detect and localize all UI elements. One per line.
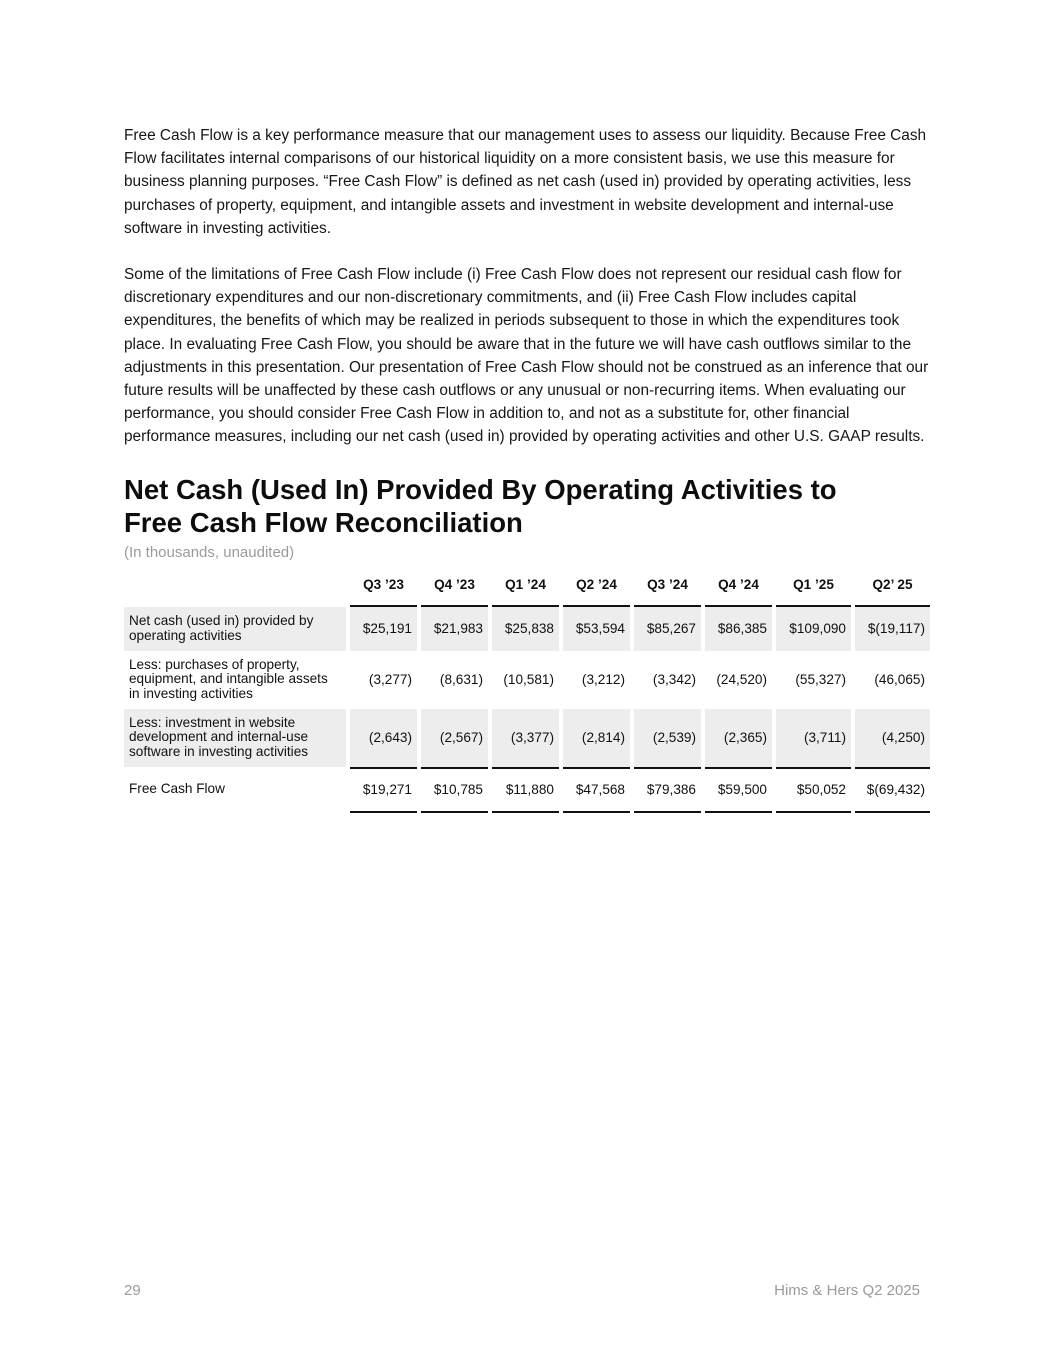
table-cell: $11,880	[492, 767, 559, 813]
section-title	[124, 473, 932, 539]
column-header: Q2’ 25	[855, 565, 930, 607]
reconciliation-table	[120, 565, 934, 813]
table-cell: $53,594	[563, 607, 630, 651]
row-label: Net cash (used in) provided by operating activities	[124, 607, 346, 651]
table-cell: $109,090	[776, 607, 851, 651]
table-cell: (55,327)	[795, 672, 846, 688]
table-cell: $50,052	[776, 767, 851, 813]
column-header: Q2 ’24	[563, 565, 630, 607]
table-cell: (8,631)	[439, 672, 483, 688]
table-cell: $10,785	[421, 767, 488, 813]
table-cell: $47,568	[563, 767, 630, 813]
table-cell: $25,838	[492, 607, 559, 651]
section-title-line-1: Net Cash (Used In) Provided By Operating Activities to	[124, 473, 837, 505]
table-row	[124, 651, 930, 709]
table-cell: (3,277)	[368, 672, 412, 688]
column-header: Q1 ’25	[776, 565, 851, 607]
table-cell: (3,342)	[652, 672, 696, 688]
table-cell: (24,520)	[716, 672, 767, 688]
table-cell: (3,711)	[776, 709, 851, 767]
table-cell: $86,385	[705, 607, 772, 651]
intro-paragraph-2: Some of the limitations of Free Cash Flow include (i) Free Cash Flow does not represent our residual cash flow for discretionary expenditures and our non-discretionary commitments, and (ii) Free Cash Flow includes capital expenditures, the benefits of which may be realized in periods subsequent to those in which the expenditures took place. In evaluating Free Cash Flow, you should be aware that in the future we will have cash outflows similar to the adjustments in this presentation. Our presentation of Free Cash Flow should not be construed as an inference that our future results will be unaffected by these cash outflows or any unusual or non-recurring items. When evaluating our performance, you should consider Free Cash Flow in addition to, and not as a substitute for, other financial performance measures, including our net cash (used in) provided by operating activities and other U.S. GAAP results.	[124, 266, 929, 446]
section-title-line-2: Free Cash Flow Reconciliation	[124, 506, 523, 538]
header-blank-cell	[124, 565, 346, 607]
column-header: Q4 ’24	[705, 565, 772, 607]
intro-paragraph-1: Free Cash Flow is a key performance measure that our management uses to assess our liquidity. Because Free Cash Flow facilitates internal comparisons of our historical liquidity on a more consistent basis, we use this measure for business planning purposes. “Free Cash Flow” is defined as net cash (used in) provided by operating activities, less purchases of property, equipment, and intangible assets and investment in website development and internal-use software in investing activities.	[124, 127, 927, 237]
table-cell: (46,065)	[874, 672, 925, 688]
column-header: Q4 ’23	[421, 565, 488, 607]
page-number: 29	[124, 1282, 141, 1299]
page-content	[124, 124, 932, 813]
table-cell: (2,643)	[350, 709, 417, 767]
section-subtitle: (In thousands, unaudited)	[124, 543, 295, 561]
row-label: Less: purchases of property, equipment, and intangible assets in investing activities	[129, 656, 328, 701]
table-cell: (2,814)	[563, 709, 630, 767]
table-header-row	[124, 565, 930, 607]
table-row	[124, 607, 930, 651]
table-cell: (2,539)	[634, 709, 701, 767]
table-cell: $19,271	[350, 767, 417, 813]
row-label: Free Cash Flow	[129, 781, 225, 797]
table-row	[124, 709, 930, 767]
table-cell: $25,191	[350, 607, 417, 651]
table-cell: (2,567)	[421, 709, 488, 767]
table-cell: $59,500	[705, 767, 772, 813]
table-cell: (3,377)	[492, 709, 559, 767]
table-cell: $85,267	[634, 607, 701, 651]
table-cell: (10,581)	[503, 672, 554, 688]
table-cell: $(69,432)	[855, 767, 930, 813]
column-header: Q3 ’23	[350, 565, 417, 607]
column-header: Q3 ’24	[634, 565, 701, 607]
table-cell: (4,250)	[855, 709, 930, 767]
table-cell: $(19,117)	[855, 607, 930, 651]
table-row-total	[124, 767, 930, 813]
report-name: Hims & Hers Q2 2025	[774, 1282, 920, 1299]
row-label: Less: investment in website development and internal-use software in investing activities	[124, 709, 346, 767]
table-cell: (3,212)	[581, 672, 625, 688]
table-cell: (2,365)	[705, 709, 772, 767]
table-cell: $79,386	[634, 767, 701, 813]
column-header: Q1 ’24	[492, 565, 559, 607]
table-cell: $21,983	[421, 607, 488, 651]
